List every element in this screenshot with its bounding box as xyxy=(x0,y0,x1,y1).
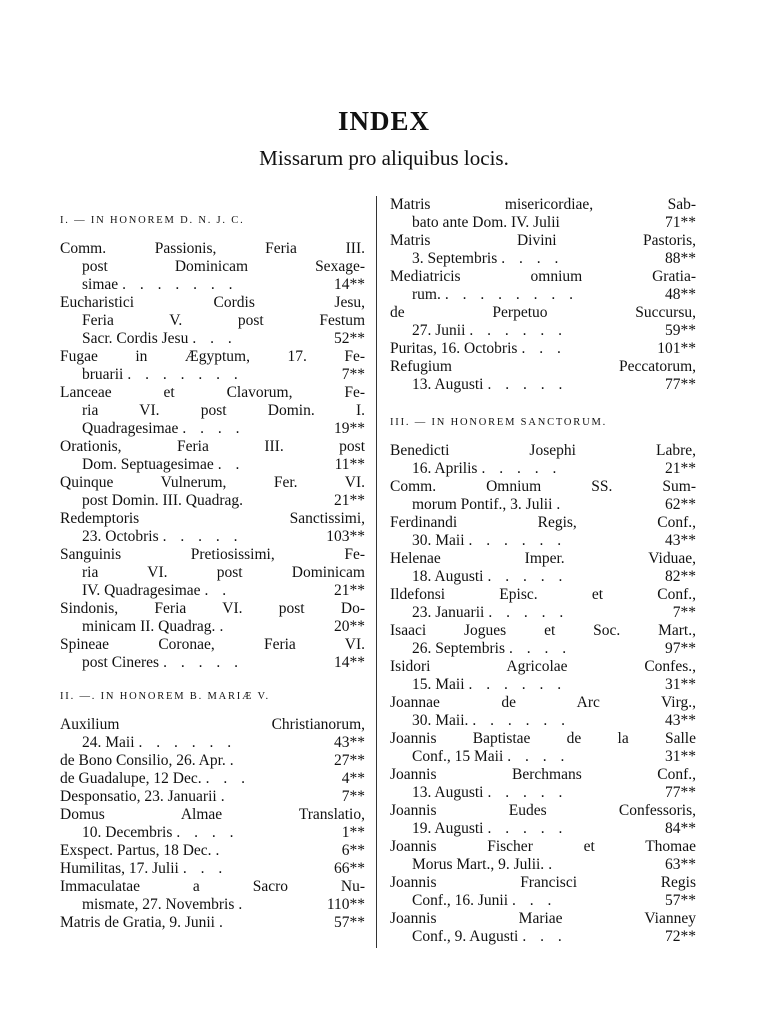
entry-text: 23. Octobris xyxy=(82,528,159,545)
index-entry xyxy=(60,716,365,752)
entry-text: 19. Augusti xyxy=(412,820,484,837)
page-number: 21** xyxy=(334,582,365,599)
dot-leader: . . . xyxy=(522,928,567,945)
entry-text: Joannis Berchmans Conf., xyxy=(390,766,696,783)
section-heading: I. — IN HONOREM D. N. J. C. xyxy=(60,215,245,226)
index-entry xyxy=(60,770,365,788)
dot-leader: . . . . . . xyxy=(468,532,567,549)
dot-leader: . xyxy=(215,842,225,859)
entry-text: simae xyxy=(82,276,119,293)
index-entry xyxy=(390,232,696,268)
dot-leader: . . . . . xyxy=(487,376,568,393)
page-number: 31** xyxy=(665,748,696,765)
page-number: 88** xyxy=(665,250,696,267)
entry-line xyxy=(60,402,365,420)
entry-text: minicam II. Quadrag. xyxy=(82,618,216,635)
entry-text: morum Pontif., 3. Julii xyxy=(412,496,553,513)
entry-line xyxy=(60,456,365,474)
index-entry xyxy=(60,546,365,600)
page-number: 14** xyxy=(334,276,365,293)
entry-text: rum. xyxy=(412,286,441,303)
entry-text: 26. Septembris xyxy=(412,640,505,657)
entry-line xyxy=(390,568,696,586)
entry-line xyxy=(60,716,365,734)
entry-line xyxy=(390,640,696,658)
dot-leader: . xyxy=(229,752,239,769)
dot-leader: . . . . . . xyxy=(472,712,571,729)
entry-line xyxy=(390,928,696,946)
entry-line xyxy=(390,358,696,376)
index-entry xyxy=(60,788,365,806)
entry-text: Comm. Passionis, Feria III. xyxy=(60,240,365,257)
dot-leader: . . . . . . xyxy=(469,322,568,339)
dot-leader: . xyxy=(548,856,558,873)
index-entry xyxy=(390,358,696,394)
entry-line xyxy=(390,604,696,622)
page-number: 21** xyxy=(334,492,365,509)
entry-line xyxy=(390,214,696,232)
page-number: 84** xyxy=(665,820,696,837)
section-heading: II. —. IN HONOREM B. MARIÆ V. xyxy=(60,691,270,702)
entry-text: Sacr. Cordis Jesu xyxy=(82,330,189,347)
entry-line xyxy=(390,874,696,892)
entry-line xyxy=(60,896,365,914)
index-entry xyxy=(390,838,696,874)
entry-text: Desponsatio, 23. Januarii xyxy=(60,788,217,805)
index-entry xyxy=(390,268,696,304)
page-number: 101** xyxy=(657,340,696,357)
entry-line xyxy=(390,514,696,532)
entry-line xyxy=(60,770,365,788)
entry-line xyxy=(60,420,365,438)
entry-text: 13. Augusti xyxy=(412,784,484,801)
index-entry xyxy=(390,622,696,658)
index-entry xyxy=(390,550,696,586)
entry-text: Lanceae et Clavorum, Fe- xyxy=(60,384,365,401)
dot-leader: . . . . xyxy=(509,640,572,657)
index-entry xyxy=(390,586,696,622)
entry-text: Joannis Eudes Confessoris, xyxy=(390,802,696,819)
page-number: 110** xyxy=(326,896,365,913)
entry-text: Morus Mart., 9. Julii. xyxy=(412,856,545,873)
dot-leader: . . . . . xyxy=(487,784,568,801)
dot-leader: . . . . . . . xyxy=(122,276,238,293)
entry-line xyxy=(60,860,365,878)
page-number: 43** xyxy=(334,734,365,751)
entry-text: post Cineres xyxy=(82,654,160,671)
entry-line xyxy=(390,766,696,784)
index-entry xyxy=(60,240,365,294)
entry-text: Joannis Mariae Vianney xyxy=(390,910,696,927)
entry-text: Feria V. post Festum xyxy=(82,312,365,329)
index-entry xyxy=(60,438,365,474)
entry-line xyxy=(60,474,365,492)
entry-text: 24. Maii xyxy=(82,734,135,751)
index-entry xyxy=(60,860,365,878)
entry-text: bato ante Dom. IV. Julii xyxy=(412,214,560,231)
dot-leader: . . . . . . . xyxy=(127,366,243,383)
entry-line xyxy=(390,478,696,496)
entry-line xyxy=(60,492,365,510)
dot-leader: . . . xyxy=(205,770,250,787)
entry-text: Quadragesimae xyxy=(82,420,179,437)
index-entry xyxy=(60,914,365,932)
page-number: 19** xyxy=(334,420,365,437)
entry-text: Dom. Septuagesimae xyxy=(82,456,214,473)
entry-text: Isaaci Jogues et Soc. Mart., xyxy=(390,622,696,639)
dot-leader: . . . . . . xyxy=(468,676,567,693)
page-number: 7** xyxy=(341,366,365,383)
entry-line xyxy=(60,528,365,546)
entry-line xyxy=(390,496,696,514)
entry-line xyxy=(60,276,365,294)
entry-line xyxy=(60,330,365,348)
page-number: 62** xyxy=(665,496,696,513)
dot-leader xyxy=(243,492,323,510)
entry-line xyxy=(60,312,365,330)
dot-leader: . . . . . xyxy=(163,654,243,671)
entry-text: 16. Aprilis xyxy=(412,460,478,477)
entry-text: 10. Decembris xyxy=(82,824,173,841)
index-entry xyxy=(390,658,696,694)
entry-text: IV. Quadragesimae xyxy=(82,582,201,599)
entry-text: 30. Maii. xyxy=(412,712,469,729)
entry-line xyxy=(60,546,365,564)
index-entry xyxy=(60,752,365,770)
entry-text: Sanguinis Pretiosissimi, Fe- xyxy=(60,546,365,563)
entry-line xyxy=(390,730,696,748)
dot-leader: . . . xyxy=(512,892,557,909)
entry-line xyxy=(390,622,696,640)
page-number: 31** xyxy=(665,676,696,693)
entry-line xyxy=(60,914,365,932)
dot-leader: . . . . . xyxy=(162,528,243,545)
index-entry xyxy=(60,636,365,672)
dot-leader: . xyxy=(218,914,228,931)
dot-leader: . . xyxy=(217,456,245,473)
dot-leader: . . . . . xyxy=(481,460,562,477)
entry-line xyxy=(390,838,696,856)
index-entry xyxy=(390,340,696,358)
index-entry xyxy=(60,510,365,546)
entry-line xyxy=(390,304,696,322)
index-entry xyxy=(60,474,365,510)
entry-line xyxy=(60,348,365,366)
entry-line xyxy=(390,376,696,394)
page-number: 77** xyxy=(665,376,696,393)
page-number: 4** xyxy=(341,770,365,787)
entry-line xyxy=(60,842,365,860)
dot-leader: . . . . xyxy=(501,250,564,267)
entry-line xyxy=(60,824,365,842)
entry-line xyxy=(390,322,696,340)
entry-text: 27. Junii xyxy=(412,322,466,339)
page-number: 97** xyxy=(665,640,696,657)
page-number: 1** xyxy=(341,824,365,841)
index-entry xyxy=(390,730,696,766)
index-entry xyxy=(60,878,365,914)
index-entry xyxy=(60,842,365,860)
entry-line xyxy=(60,788,365,806)
dot-leader: . . . . xyxy=(176,824,239,841)
entry-line xyxy=(390,340,696,358)
entry-text: Comm. Omnium SS. Sum- xyxy=(390,478,696,495)
entry-text: Joannis Baptistae de la Salle xyxy=(390,730,696,747)
entry-line xyxy=(60,294,365,312)
dot-leader: . xyxy=(556,496,566,513)
entry-text: de Guadalupe, 12 Dec. xyxy=(60,770,202,787)
entry-line xyxy=(390,802,696,820)
entry-text: Matris de Gratia, 9. Junii xyxy=(60,914,215,931)
entry-line xyxy=(390,694,696,712)
page-number: 72** xyxy=(665,928,696,945)
entry-line xyxy=(60,366,365,384)
entry-line xyxy=(390,268,696,286)
page-number: 20** xyxy=(334,618,365,635)
page-number: 6** xyxy=(341,842,365,859)
entry-text: Spineae Coronae, Feria VI. xyxy=(60,636,365,653)
entry-line xyxy=(390,658,696,676)
entry-text: ria VI. post Dominicam xyxy=(82,564,365,581)
dot-leader: . . . . xyxy=(182,420,245,437)
entry-text: 18. Augusti xyxy=(412,568,484,585)
entry-line xyxy=(390,286,696,304)
entry-line xyxy=(60,734,365,752)
dot-leader: . . . . . xyxy=(488,604,569,621)
page-number: 103** xyxy=(326,528,365,545)
entry-line xyxy=(60,806,365,824)
dot-leader: . . . xyxy=(192,330,237,347)
entry-text: 15. Maii xyxy=(412,676,465,693)
page-number: 82** xyxy=(665,568,696,585)
page-subtitle: Missarum pro aliquibus locis. xyxy=(259,146,509,170)
page-number: 52** xyxy=(334,330,365,347)
entry-line xyxy=(390,892,696,910)
entry-line xyxy=(60,878,365,896)
entry-text: Immaculatae a Sacro Nu- xyxy=(60,878,365,895)
index-entry xyxy=(390,478,696,514)
entry-line xyxy=(390,532,696,550)
column-divider xyxy=(376,196,377,948)
index-entry xyxy=(60,806,365,842)
entry-line xyxy=(390,586,696,604)
entry-text: Fugae in Ægyptum, 17. Fe- xyxy=(60,348,365,365)
dot-leader: . . xyxy=(204,582,232,599)
entry-text: Redemptoris Sanctissimi, xyxy=(60,510,365,527)
index-entry xyxy=(60,294,365,348)
page-number: 63** xyxy=(665,856,696,873)
entry-text: Exspect. Partus, 18 Dec. xyxy=(60,842,212,859)
index-entry xyxy=(390,514,696,550)
entry-text: post Dominicam Sexage- xyxy=(82,258,365,275)
entry-line xyxy=(390,442,696,460)
dot-leader: . . . . . xyxy=(487,820,568,837)
page-number: 71** xyxy=(665,214,696,231)
dot-leader: . xyxy=(220,788,230,805)
dot-leader: . xyxy=(219,618,229,635)
entry-text: Conf., 15 Maii xyxy=(412,748,504,765)
entry-text: Benedicti Josephi Labre, xyxy=(390,442,696,459)
entry-line xyxy=(390,460,696,478)
entry-line xyxy=(60,438,365,456)
entry-text: Ildefonsi Episc. et Conf., xyxy=(390,586,696,603)
index-entry xyxy=(60,600,365,636)
entry-line xyxy=(60,618,365,636)
index-entry xyxy=(390,766,696,802)
index-entry xyxy=(60,384,365,438)
entry-line xyxy=(60,510,365,528)
entry-text: Ferdinandi Regis, Conf., xyxy=(390,514,696,531)
page-number: 57** xyxy=(334,914,365,931)
page-number: 77** xyxy=(665,784,696,801)
dot-leader: . . . xyxy=(521,340,566,357)
entry-text: Isidori Agricolae Confes., xyxy=(390,658,696,675)
left-column xyxy=(60,196,365,932)
right-column xyxy=(390,196,696,946)
entry-text: Eucharistici Cordis Jesu, xyxy=(60,294,365,311)
entry-text: Auxilium Christianorum, xyxy=(60,716,365,733)
entry-text: ria VI. post Domin. I. xyxy=(82,402,365,419)
entry-line xyxy=(390,712,696,730)
page-number: 66** xyxy=(334,860,365,877)
index-entry xyxy=(390,304,696,340)
page-number: 59** xyxy=(665,322,696,339)
entry-line xyxy=(60,384,365,402)
page-number: 48** xyxy=(665,286,696,303)
entry-text: Refugium Peccatorum, xyxy=(390,358,696,375)
page-number: 7** xyxy=(672,604,696,621)
section-heading: III. — IN HONOREM SANCTORUM. xyxy=(390,417,608,428)
entry-line xyxy=(390,550,696,568)
page-number: 11** xyxy=(334,456,365,473)
entry-line xyxy=(60,636,365,654)
page-number: 7** xyxy=(341,788,365,805)
page-title: INDEX xyxy=(337,106,430,136)
entry-text: Joannis Fischer et Thomae xyxy=(390,838,696,855)
index-entry xyxy=(390,694,696,730)
page-number: 27** xyxy=(334,752,365,769)
entry-text: post Domin. III. Quadrag. xyxy=(82,492,243,509)
entry-text: de Perpetuo Succursu, xyxy=(390,304,696,321)
dot-leader: . . . . . . xyxy=(138,734,237,751)
entry-text: Conf., 16. Junii xyxy=(412,892,509,909)
entry-line xyxy=(390,676,696,694)
entry-text: Joannis Francisci Regis xyxy=(390,874,696,891)
entry-text: Matris Divini Pastoris, xyxy=(390,232,696,249)
entry-line xyxy=(390,910,696,928)
entry-text: 23. Januarii xyxy=(412,604,485,621)
dot-leader: . . . xyxy=(182,860,228,877)
dot-leader: . . . . . . . . xyxy=(444,286,578,303)
entry-text: Quinque Vulnerum, Fer. VI. xyxy=(60,474,365,491)
dot-leader: . xyxy=(238,896,248,913)
entry-text: Conf., 9. Augusti xyxy=(412,928,519,945)
index-entry xyxy=(60,348,365,384)
entry-line xyxy=(60,564,365,582)
entry-text: 13. Augusti xyxy=(412,376,484,393)
entry-line xyxy=(390,250,696,268)
entry-text: Orationis, Feria III. post xyxy=(60,438,365,455)
index-entry xyxy=(390,874,696,910)
page-number: 57** xyxy=(665,892,696,909)
entry-text: 3. Septembris xyxy=(412,250,498,267)
entry-line xyxy=(60,258,365,276)
entry-text: Domus Almae Translatio, xyxy=(60,806,365,823)
entry-line xyxy=(390,856,696,874)
entry-line xyxy=(60,654,365,672)
page-number: 43** xyxy=(665,532,696,549)
entry-line xyxy=(390,232,696,250)
page-number: 14** xyxy=(334,654,365,671)
page-number: 21** xyxy=(665,460,696,477)
entry-line xyxy=(390,784,696,802)
entry-line xyxy=(390,748,696,766)
entry-text: Mediatricis omnium Gratia- xyxy=(390,268,696,285)
entry-text: Sindonis, Feria VI. post Do- xyxy=(60,600,365,617)
dot-leader: . . . . . xyxy=(487,568,568,585)
entry-text: Puritas, 16. Octobris xyxy=(390,340,518,357)
index-entry xyxy=(390,910,696,946)
entry-line xyxy=(60,600,365,618)
entry-text: 30. Maii xyxy=(412,532,465,549)
entry-text: mismate, 27. Novembris xyxy=(82,896,235,913)
entry-line xyxy=(390,820,696,838)
entry-line xyxy=(390,196,696,214)
dot-leader xyxy=(560,214,654,232)
entry-text: Helenae Imper. Viduae, xyxy=(390,550,696,567)
entry-text: de Bono Consilio, 26. Apr. xyxy=(60,752,226,769)
entry-line xyxy=(60,752,365,770)
entry-line xyxy=(60,240,365,258)
index-entry xyxy=(390,442,696,478)
entry-text: Matris misericordiae, Sab- xyxy=(390,196,696,213)
index-entry xyxy=(390,196,696,232)
index-entry xyxy=(390,802,696,838)
entry-text: Humilitas, 17. Julii xyxy=(60,860,179,877)
entry-line xyxy=(60,582,365,600)
dot-leader: . . . . xyxy=(507,748,570,765)
page-number: 43** xyxy=(665,712,696,729)
entry-text: Joannae de Arc Virg., xyxy=(390,694,696,711)
entry-text: bruarii xyxy=(82,366,124,383)
